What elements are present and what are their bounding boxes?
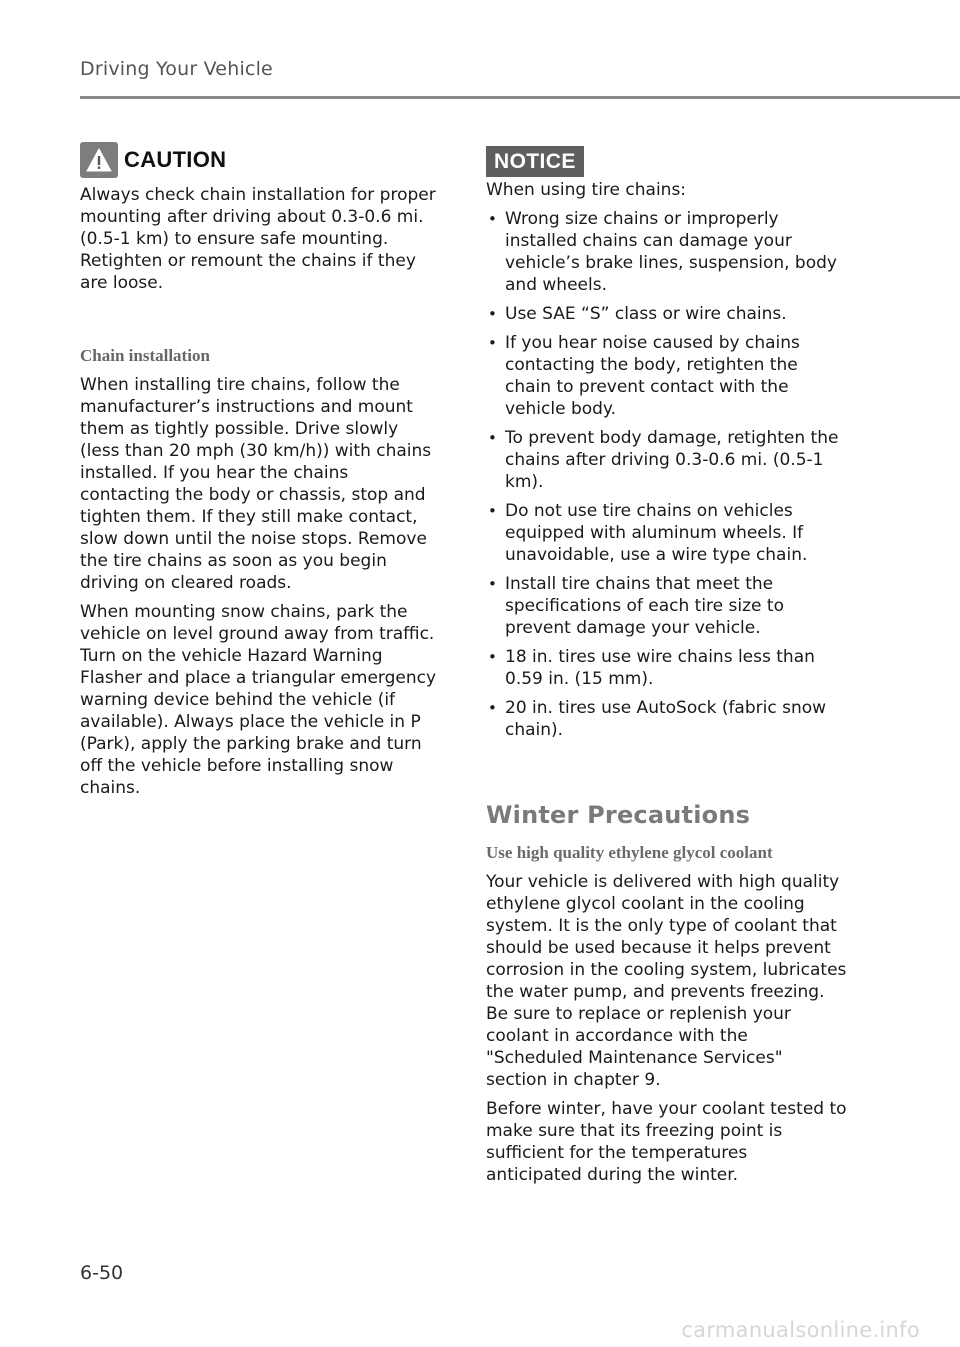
coolant-paragraph-2: Before winter, have your coolant tested to make sure that its freezing point is sufficient for the temperatures anticipated during the winter. <box>486 1099 847 1185</box>
notice-intro: When using tire chains: <box>486 180 687 200</box>
chain-installation-paragraph-1: When installing tire chains, follow the manufacturer’s instructions and mount them as tightly possible. Drive slowly (less than 20 mph (30 km/h)) with chains installed. If you hear the chains contacting the body or chassis, stop and tighten them. If they still make contact, slow down until the noise stops. Remove the tire chains as soon as you begin driving on cleared roads. <box>80 375 432 593</box>
notice-item: • 20 in. tires use AutoSock (fabric snow chain). <box>486 697 848 741</box>
notice-item: • Wrong size chains or improperly installed chains can damage your vehicle’s brake lines, suspension, body and wheels. <box>486 208 848 296</box>
chain-installation-paragraph-2: When mounting snow chains, park the vehicle on level ground away from traffic. Turn on the vehicle Hazard Warning Flasher and place a triangular emergency warning device behind the vehicle (if available). Always place the vehicle in P (Park), apply the parking brake and turn off the vehicle before installing snow chains. <box>80 602 437 798</box>
header-rule <box>80 96 960 99</box>
caution-text: Always check chain installation for proper mounting after driving about 0.3-0.6 mi. (0.5-1 km) to ensure safe mounting. Retighten or remount the chains if they are loose. <box>80 185 436 293</box>
caution-label: CAUTION <box>124 147 227 172</box>
notice-item: • Install tire chains that meet the specifications of each tire size to prevent damage your vehicle. <box>486 573 848 639</box>
notice-item: • To prevent body damage, retighten the chains after driving 0.3-0.6 mi. (0.5-1 km). <box>486 427 848 493</box>
winter-precautions-title: Winter Precautions <box>486 801 751 829</box>
coolant-subheading: Use high quality ethylene glycol coolant <box>486 843 773 862</box>
running-header: Driving Your Vehicle <box>80 58 273 80</box>
caution-header <box>80 140 442 180</box>
coolant-paragraph-1: Your vehicle is delivered with high quality ethylene glycol coolant in the cooling system. It is the only type of coolant that should be used because it helps prevent corrosion in the cooling system, lubricates the water pump, and prevents freezing. Be sure to replace or replenish your coolant in accordance with the "Scheduled Maintenance Services" section in chapter 9. <box>486 872 847 1090</box>
left-column <box>80 140 442 806</box>
page-number: 6-50 <box>80 1262 124 1284</box>
warning-triangle-icon <box>80 142 118 178</box>
chain-installation-heading: Chain installation <box>80 346 210 365</box>
notice-badge: NOTICE <box>486 146 584 177</box>
right-column <box>486 140 848 1193</box>
notice-item: • Use SAE “S” class or wire chains. <box>486 303 848 325</box>
notice-item: • 18 in. tires use wire chains less than 0.59 in. (15 mm). <box>486 646 848 690</box>
notice-item: • If you hear noise caused by chains contacting the body, retighten the chain to prevent contact with the vehicle body. <box>486 332 848 420</box>
notice-item: • Do not use tire chains on vehicles equipped with aluminum wheels. If unavoidable, use a wire type chain. <box>486 500 848 566</box>
watermark: carmanualsonline.info <box>681 1318 920 1342</box>
notice-list <box>486 208 848 741</box>
